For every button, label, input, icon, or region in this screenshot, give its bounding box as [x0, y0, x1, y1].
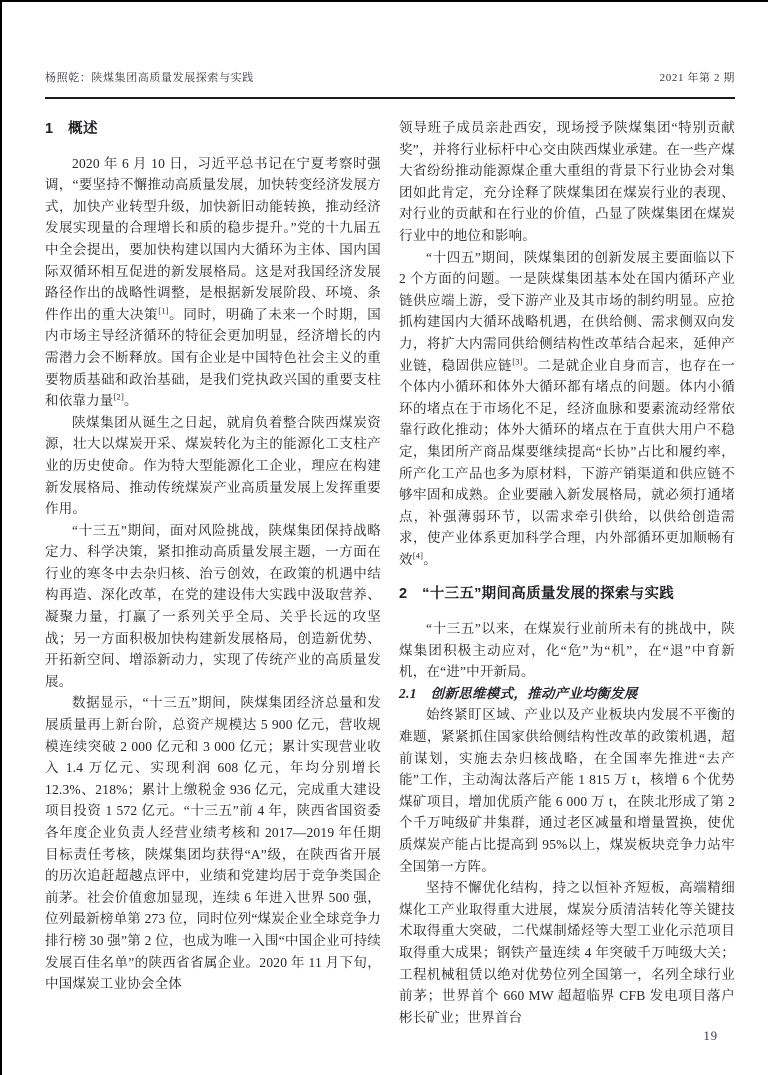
paragraph: 陕煤集团从诞生之日起，就肩负着整合陕西煤炭资源，壮大以煤炭开采、煤炭转化为主的能源化工支柱产业的历史使命。作为特大型能源化工企业，理应在构建新发展格局、推动传统煤炭产业高质量发展上发挥重要作用。 [45, 414, 381, 517]
section-heading: 2 “十三五”期间高质量发展的探索与实践 [399, 586, 675, 603]
paragraph: 数据显示，“十三五”期间，陕煤集团经济总量和发展质量再上新台阶，总资产规模达 5 900 亿元，营收规模连续突破 2 000 亿元和 3 000 亿元；累计实现营业收入 1.4 万亿元、实现利润 608 亿元，年均分别增长 12.3%、218%；累计上缴税金 936 亿元，完成重大建设项目投资 1 572 亿元。“十三五”前 4 年，陕西省国资委各年度企业负责人经营业绩考核和 2017—2019 年任期目标责任考核，陕煤集团均获得“A”级，在陕西省开展的历次追赶超越点评中，业绩和党建均居于竞争类国企前茅。社会价值愈加显现，连续 6 年进入世界 500 强，位列最新榜单第 273 位，同时位列“煤炭企业全球竞争力排行榜 30 强”第 2 位，也成为唯一入围“中国企业可持续发展百佳名单”的陕西省省属企业。2020 年 11 月下旬，中国煤炭工业协会全体 [45, 695, 381, 992]
content-columns [45, 117, 735, 1042]
footnote-marker: [3] [512, 356, 523, 367]
running-title: 杨照乾：陕煤集团高质量发展探索与实践 [45, 72, 254, 84]
page [45, 0, 735, 1042]
footnote-marker: [2] [113, 391, 125, 402]
paragraph: 始终紧盯区域、产业以及产业板块内发展不平衡的难题，紧紧抓住国家供给侧结构性改革的政策机遇，超前谋划，实施去杂归核战略，在全国率先推进“去产能”工作，主动淘汰落后产能 1 815 万 t，核增 6 个优势煤矿项目，增加优质产能 6 000 万 t，在陕北形成了第 2 个千万吨级矿井集群，通过老区减量和增量置换，使优质煤炭产能占比提高到 95%以上，煤炭板块竞争力站牢全国第一方阵。 [399, 707, 735, 874]
paragraph: 2020 年 6 月 10 日，习近平总书记在宁夏考察时强调，“要坚持不懈推动高质量发展，加快转变经济发展方式，加快产业转型升级，加快新旧动能转换，推动经济发展实现量的合理增长和质的稳步提升。”党的十九届五中全会提出，要加快构建以国内大循环为主体、国内国际双循环相互促进的新发展格局。这是对我国经济发展路径作出的战略性调整，是根据新发展阶段、环境、条件作出的重大决策[1]。同时，明确了未来一个时期，国内市场主导经济循环的特征会更加明显，经济增长的内需潜力会不断释放。国有企业是中国特色社会主义的重要物质基础和政治基础，是我们党执政兴国的重要支柱和依靠力量[2]。 [45, 155, 382, 409]
section-heading: 1 概述 [45, 121, 98, 137]
paragraph: “十三五”期间，面对风险挑战，陕煤集团保持战略定力、科学决策，紧扣推动高质量发展主题，一方面在行业的寒冬中去杂归核、治亏创效，在政策的机遇中结构再造、深化改革，在党的建设伟大实践中汲取营养、凝聚力量，打赢了一系列关乎全局、关乎长远的攻坚战；另一方面积极加快构建新发展格局，创造新优势、开拓新空间、增添新动力，实现了传统产业的高质量发展。 [45, 522, 381, 689]
header-rule [45, 97, 735, 99]
footnote-marker: [4] [412, 550, 424, 561]
column-right [399, 117, 735, 1042]
paragraph: “十四五”期间，陕煤集团的创新发展主要面临以下 2 个方面的问题。一是陕煤集团基本处在国内循环产业链供应端上游，受下游产业及其市场的制约明显。应抢抓构建国内大循环战略机遇，在供给侧、需求侧双向发力，将扩大内需同供给侧结构性改革结合起来，延伸产业链，稳固供应链[3]。二是就企业自身而言，也存在一个体内小循环和体外大循环都有堵点的问题。体内小循环的堵点在于市场化不足，经济血脉和要素流动经常依靠行政化推动；体外大循环的堵点在于直供大用户不稳定，集团所产商品煤要继续提高“长协”占比和履约率，所产化工产品也多为原材料，下游产销渠道和供应链不够牢固和成熟。企业要融入新发展格局，就必须打通堵点，补强薄弱环节，以需求牵引供给，以供给创造需求，使产业体系更加科学合理，内外部循环更加顺畅有效[4]。 [399, 249, 735, 567]
footnote-marker: [1] [158, 305, 169, 316]
subsection-heading: 2.1 创新思维模式，推动产业均衡发展 [399, 685, 638, 701]
scan-edge-left [0, 0, 2, 1075]
page-number: 19 [703, 1029, 718, 1043]
paragraph: “十三五”以来，在煤炭行业前所未有的挑战中，陕煤集团积极主动应对，化“危”为“机”，在“退”中育新机，在“进”中开新局。 [399, 621, 735, 680]
column-left [45, 117, 381, 1042]
page-header [45, 69, 735, 85]
issue-label: 2021 年第 2 期 [659, 72, 735, 84]
paragraph: 坚持不懈优化结构，持之以恒补齐短板，高端精细煤化工产业取得重大进展，煤炭分质清洁转化等关键技术取得重大突破，二代煤制烯烃等大型工业化示范项目取得重大成果；钢铁产量连续 4 年突破千万吨级大关；工程机械租赁以绝对优势位列全国第一，名列全球行业前茅；世界首个 660 MW 超超临界 CFB 发电项目落户彬长矿业；世界首台 [399, 880, 735, 1025]
paragraph: 领导班子成员亲赴西安，现场授予陕煤集团“特别贡献奖”，并将行业标杆中心交由陕西煤业承建。在一些产煤大省纷纷推动能源煤企重大重组的背景下行业协会对集团如此肯定，充分诠释了陕煤集团在煤炭行业的表现、对行业的贡献和在行业的价值，凸显了陕煤集团在煤炭行业中的地位和影响。 [399, 120, 735, 243]
